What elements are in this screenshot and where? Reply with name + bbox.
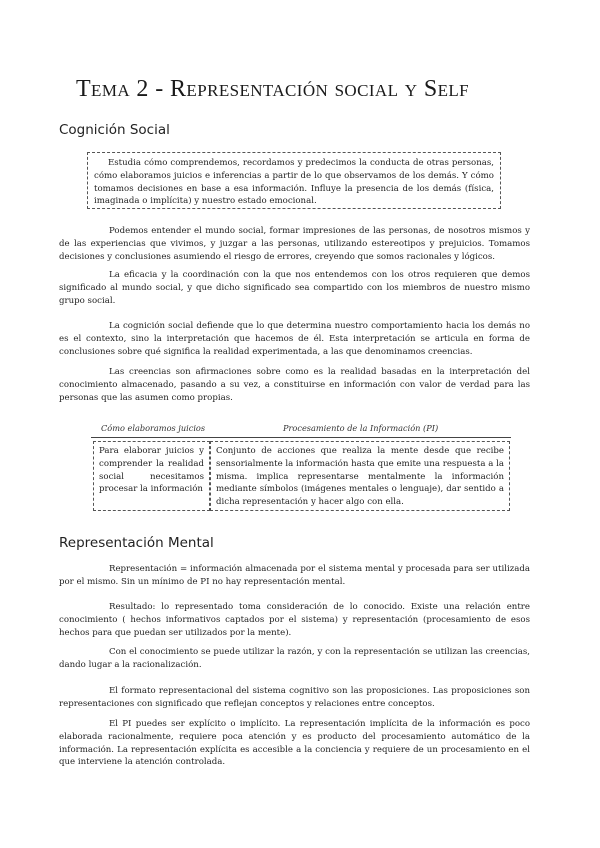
paragraph: La eficacia y la coordinación con la que nos entendemos con los otros requieren que demos significado al mundo social, y que dicho significado sea compartido con los miembros de nuestro mismo grupo social. [59, 270, 530, 306]
page-title: Tema 2 - Representación social y Self [76, 76, 470, 102]
table-cell-left: Para elaborar juicios y comprender la realidad social necesitamos procesar la información [93, 441, 210, 511]
paragraph: Las creencias son afirmaciones sobre como es la realidad basadas en la interpretación del conocimiento almacenado, pasando a su vez, a constituirse en información con valor de verdad para las personas que las asumen como propias. [59, 367, 530, 403]
paragraph: Representación = información almacenada por el sistema mental y procesada para ser utilizada por el mismo. Sin un mínimo de PI no hay representación mental. [59, 564, 530, 587]
paragraph: El formato representacional del sistema cognitivo son las proposiciones. Las proposiciones son representaciones con significado que reflejan conceptos y relaciones entre conceptos. [59, 686, 530, 709]
section-heading-representacion-mental: Representación Mental [59, 535, 214, 551]
table-header-right: Procesamiento de la Información (PI) [283, 423, 439, 433]
paragraph: El PI puedes ser explícito o implícito. La representación implícita de la información es poco elaborada racionalmente, requiere poca atención y es producto del procesamiento automático de la información. La representación explícita es accesible a la conciencia y requiere de un procesamiento en el que interviene la atención controlada. [59, 719, 530, 768]
table-header-left: Cómo elaboramos juicios [101, 423, 206, 433]
definition-box [87, 152, 501, 209]
table-cell-right: Conjunto de acciones que realiza la mente desde que recibe sensorialmente la información hasta que emite una respuesta a la misma. implica representarse mentalmente la información mediante símbolos (imágenes mentales o lenguaje), dar sentido a dicha representación y hacer algo con ella. [210, 441, 510, 511]
paragraph: La cognición social defiende que lo que determina nuestro comportamiento hacia los demás no es el contexto, sino la interpretación que hacemos de él. Esta interpretación se articula en forma de conclusiones sobre qué significa la realidad experimentada, a las que denominamos creencias. [59, 321, 530, 357]
definition-text: Estudia cómo comprendemos, recordamos y predecimos la conducta de otras personas, cómo elaboramos juicios e inferencias a partir de lo que observamos de los demás. Y cómo tomamos decisiones en base a esa información. Influye la presencia de los demás (física, imaginada o implícita) y nuestro estado emocional. [94, 158, 494, 207]
paragraph: Podemos entender el mundo social, formar impresiones de las personas, de nosotros mismos y de las experiencias que vivimos, y juzgar a las personas, utilizando estereotipos y prejuicios. Tomamos decisiones y conclusiones asumiendo el riesgo de errores, creyendo que somos racionales y lógicos. [59, 226, 530, 262]
table-header-rule [91, 437, 511, 438]
paragraph: Resultado: lo representado toma consideración de lo conocido. Existe una relación entre conocimiento ( hechos informativos captados por el sistema) y representación (procesamiento de esos hechos para que puedan ser utilizados por la mente). [59, 602, 530, 638]
paragraph: Con el conocimiento se puede utilizar la razón, y con la representación se utilizan las creencias, dando lugar a la racionalización. [59, 647, 530, 670]
section-heading-cognicion-social: Cognición Social [59, 122, 170, 138]
